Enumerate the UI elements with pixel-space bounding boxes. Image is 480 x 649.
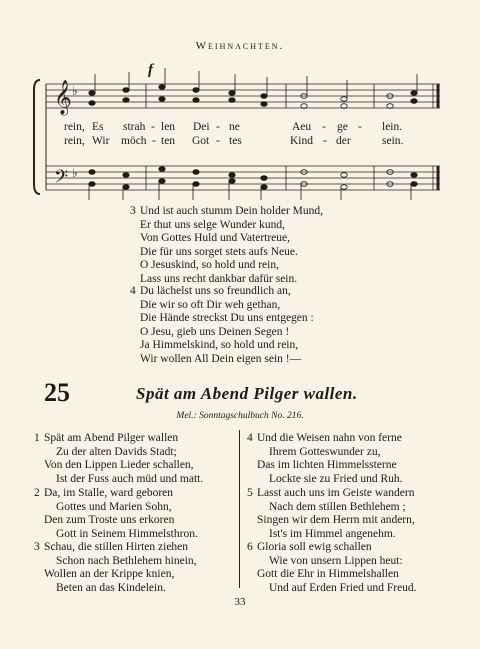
stanza-line: Schau, die stillen Hirten ziehen [44,541,189,553]
stanza-number: 5 [247,487,253,499]
stanza-4 [247,432,467,486]
stanza-number: 4 [247,432,253,444]
stanza-2 [34,487,254,541]
stanza-line: Den zum Troste uns erkoren [44,514,175,526]
verse-line: O Jesu, gieb uns Deinen Segen ! [140,325,290,338]
stanza-line: Das im lichten Himmelssterne [257,459,397,471]
lyric-syllable: strah [123,121,146,133]
lyrics-line-2 [0,135,480,149]
lyric-syllable: Got [192,135,210,147]
melody-reference: Mel.: Sonntagschulbuch No. 216. [176,411,304,421]
verse-line: Und ist auch stumm Dein holder Mund, [140,205,324,217]
verse-line: Die für uns sorget stets aufs Neue. [140,245,298,258]
lyric-syllable: - [323,135,327,147]
lyric-syllable: - [152,135,156,147]
verse-line: Die Hände streckst Du uns entgegen : [140,312,314,324]
verse-3 [130,205,324,286]
verse-line: Die wir so oft Dir weh gethan, [140,298,281,311]
stanza-line: Ihrem Gotteswunder zu, [269,445,381,458]
lyric-syllable: ne [229,121,240,133]
lyric-syllable: Dei [193,121,210,133]
verse-line: O Jesuskind, so hold und rein, [140,259,279,271]
verse-line: Du lächelst uns so freundlich an, [140,285,291,297]
stanza-line: Zu der alten Davids Stadt; [56,445,177,458]
stanza-number: 1 [34,432,40,444]
stanza-1 [34,432,254,486]
lyric-syllable: lein. [382,121,403,133]
verse-line: Lass uns recht dankbar dafür sein. [140,272,298,285]
stanza-line: Und auf Erden Fried und Freud. [269,581,417,594]
stanza-number: 3 [34,541,40,553]
verse-line: Von Gottes Huld und Vatertreue, [140,232,291,244]
lyrics-line-1 [0,121,480,135]
svg-text:𝄢: 𝄢 [54,167,69,192]
stanza-line: Gottes und Marien Sohn, [56,500,172,513]
lyric-syllable: möch [121,135,147,147]
stanza-line: Nach dem stillen Bethlehem ; [269,500,406,513]
verse-number: 3 [130,205,136,217]
stanza-line: Gott die Ehr in Himmelshallen [257,568,399,580]
lyric-syllable: len [161,121,176,133]
verse-line: Ja Himmelskind, so hold und rein, [140,339,299,351]
verse-4 [130,285,314,366]
stanza-number: 2 [34,487,40,499]
stanza-line: Schon nach Bethlehem hinein, [56,554,197,567]
stanza-line: Von den Lippen Lieder schallen, [44,459,194,471]
lyric-syllable: ge [337,121,348,133]
hymn-number: 25 [44,378,70,407]
hymn-title: Spät am Abend Pilger wallen. [136,384,358,403]
stanza-line: Lockte sie zu Fried und Ruh. [269,472,403,485]
running-head: Weihnachten. [195,40,285,52]
stanza-6 [247,541,467,595]
verse-number: 4 [130,285,136,297]
lyric-syllable: - [216,121,220,133]
lyric-syllable: - [322,121,326,133]
stanza-line: Spät am Abend Pilger wallen [44,432,179,444]
stanza-line: Ist der Fuss auch müd und matt. [56,472,204,485]
lyric-syllable: sein. [382,135,404,147]
svg-text:𝄞: 𝄞 [54,80,72,115]
stanza-line: Wollen an der Krippe knien, [44,568,175,580]
stanza-line: Ist's im Himmel angenehm. [269,527,396,540]
lyric-syllable: Kind [290,135,313,147]
lyric-syllable: - [151,121,155,133]
verse-line: Er thut uns selge Wunder kund, [140,218,285,231]
lyric-syllable: rein, [64,121,85,133]
stanza-line: Beten an das Kindelein. [56,581,166,594]
stanza-line: Singen wir dem Herrn mit andern, [257,514,415,526]
stanza-line: Da, im Stalle, ward geboren [44,487,174,499]
lyric-syllable: - [358,121,362,133]
stanza-line: Gott in Seinem Himmelsthron. [56,527,198,540]
lyric-syllable: der [336,135,351,147]
stanza-5 [247,487,467,541]
svg-text:♭: ♭ [72,166,78,180]
lyric-syllable: tes [229,135,242,147]
page-number: 33 [234,596,246,608]
stanza-number: 6 [247,541,253,553]
stanza-line: Wie von unsern Lippen heut: [269,554,403,567]
svg-text:♭: ♭ [72,84,78,98]
verse-line: Wir wollen All Dein eigen sein !— [140,352,302,365]
lyric-syllable: Es [92,121,104,133]
lyric-syllable: ten [161,135,176,147]
dynamic-mark: f [148,62,153,78]
stanza-line: Gloria soll ewig schallen [257,541,372,553]
lyric-syllable: rein, [64,135,85,147]
stanza-line: Und die Weisen nahn von ferne [257,432,402,444]
stanza-line: Lasst auch uns im Geiste wandern [257,487,415,499]
lyric-syllable: Aeu [292,121,312,133]
music-score [0,0,480,200]
lyric-syllable: - [216,135,220,147]
lyric-syllable: Wir [92,135,110,147]
stanza-3 [34,541,254,595]
